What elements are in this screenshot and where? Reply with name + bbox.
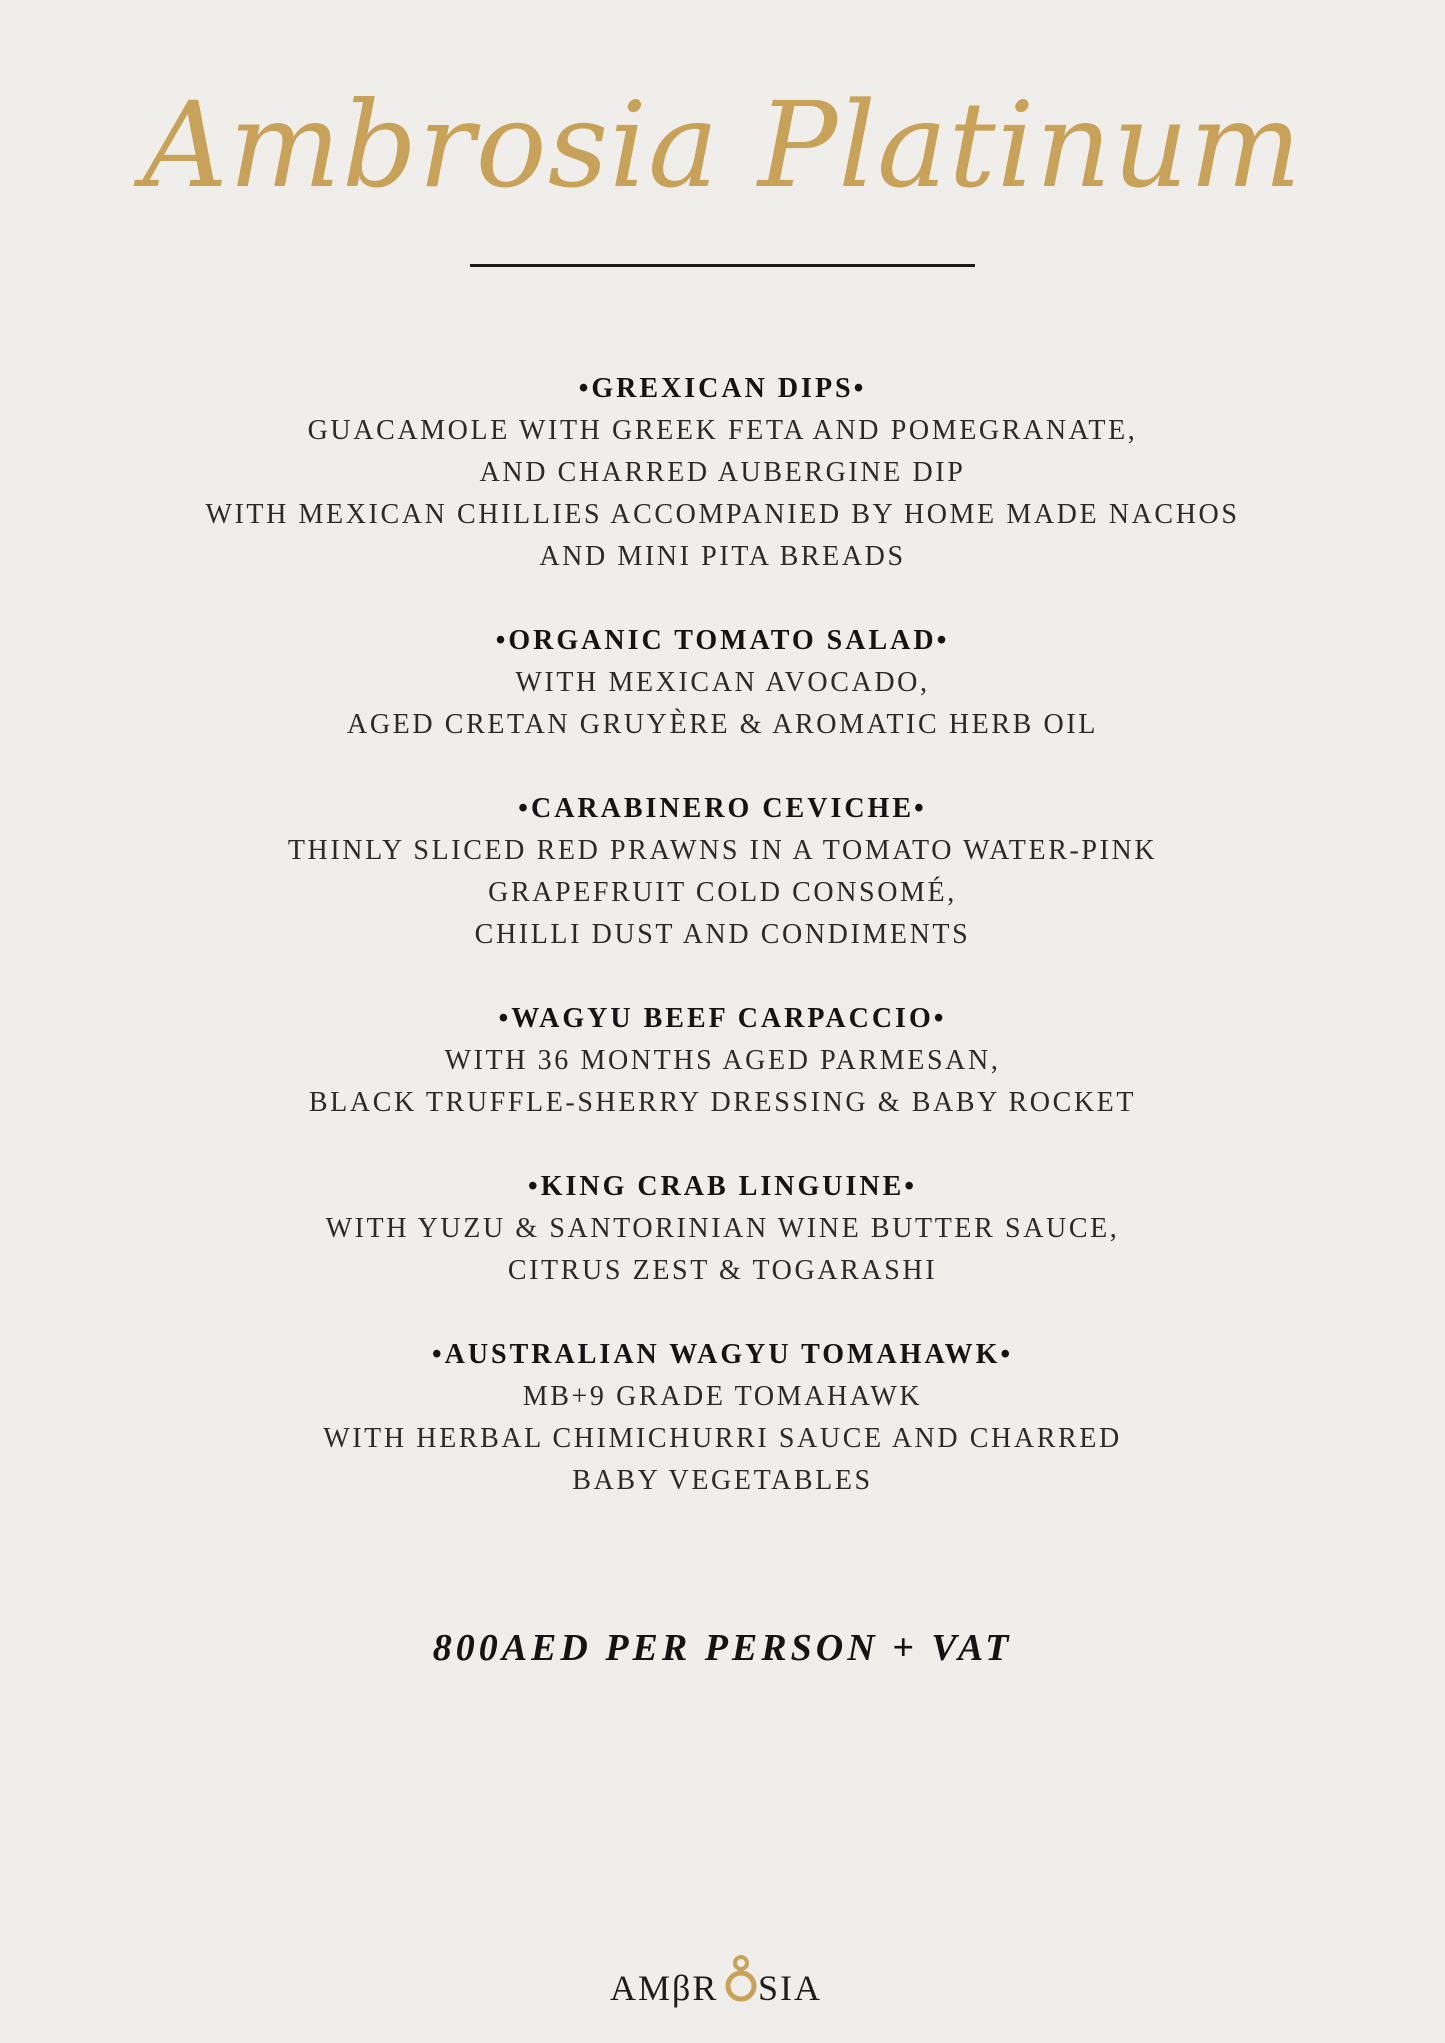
dish-description-line: BABY VEGETABLES xyxy=(572,1465,873,1496)
dish-list xyxy=(0,368,1445,1544)
dish-description-line: GUACAMOLE WITH GREEK FETA AND POMEGRANATE, xyxy=(307,415,1138,446)
title-divider xyxy=(470,264,975,267)
dish-item xyxy=(0,1334,1445,1502)
dish-description-line: AGED CRETAN GRUYÈRE & AROMATIC HERB OIL xyxy=(347,709,1098,740)
dish-item xyxy=(0,368,1445,578)
dish-name: •ORGANIC TOMATO SALAD• xyxy=(495,625,950,656)
dish-name: •AUSTRALIAN WAGYU TOMAHAWK• xyxy=(431,1339,1014,1370)
dish-description-line: CITRUS ZEST & TOGARASHI xyxy=(507,1255,938,1286)
dish-description-line: WITH HERBAL CHIMICHURRI SAUCE AND CHARRED xyxy=(323,1423,1122,1454)
dish-description-line: BLACK TRUFFLE-SHERRY DRESSING & BABY ROCKET xyxy=(308,1087,1137,1118)
dish-name: •CARABINERO CEVICHE• xyxy=(518,793,927,824)
dish-name: •GREXICAN DIPS• xyxy=(578,373,867,404)
ambrosia-logo xyxy=(0,1950,1445,2010)
dish-description-line: CHILLI DUST AND CONDIMENTS xyxy=(474,919,971,950)
dish-description-line: WITH MEXICAN CHILLIES ACCOMPANIED BY HOME MADE NACHOS xyxy=(205,499,1240,530)
dish-description-line: GRAPEFRUIT COLD CONSOMÉ, xyxy=(488,877,957,908)
dish-description-line: WITH 36 MONTHS AGED PARMESAN, xyxy=(444,1045,1001,1076)
ambrosia-logo-graphic xyxy=(608,1950,838,2010)
svg-text:AMβR: AMβR xyxy=(609,1968,718,2008)
dish-description-line: AND MINI PITA BREADS xyxy=(539,541,906,572)
price-label: 800AED PER PERSON + VAT xyxy=(432,1627,1013,1669)
svg-text:SIA: SIA xyxy=(757,1968,822,2008)
dish-item xyxy=(0,998,1445,1124)
menu-title: Ambrosia Platinum xyxy=(142,76,1303,214)
dish-description-line: THINLY SLICED RED PRAWNS IN A TOMATO WATER-PINK xyxy=(287,835,1158,866)
dish-item xyxy=(0,788,1445,956)
dish-description-line: WITH MEXICAN AVOCADO, xyxy=(515,667,930,698)
dish-item xyxy=(0,1166,1445,1292)
dish-description-line: WITH YUZU & SANTORINIAN WINE BUTTER SAUCE, xyxy=(325,1213,1120,1244)
dish-name: •KING CRAB LINGUINE• xyxy=(527,1171,918,1202)
dish-name: •WAGYU BEEF CARPACCIO• xyxy=(498,1003,947,1034)
dish-item xyxy=(0,620,1445,746)
dish-description-line: MB+9 GRADE TOMAHAWK xyxy=(522,1381,923,1412)
dish-description-line: AND CHARRED AUBERGINE DIP xyxy=(479,457,966,488)
